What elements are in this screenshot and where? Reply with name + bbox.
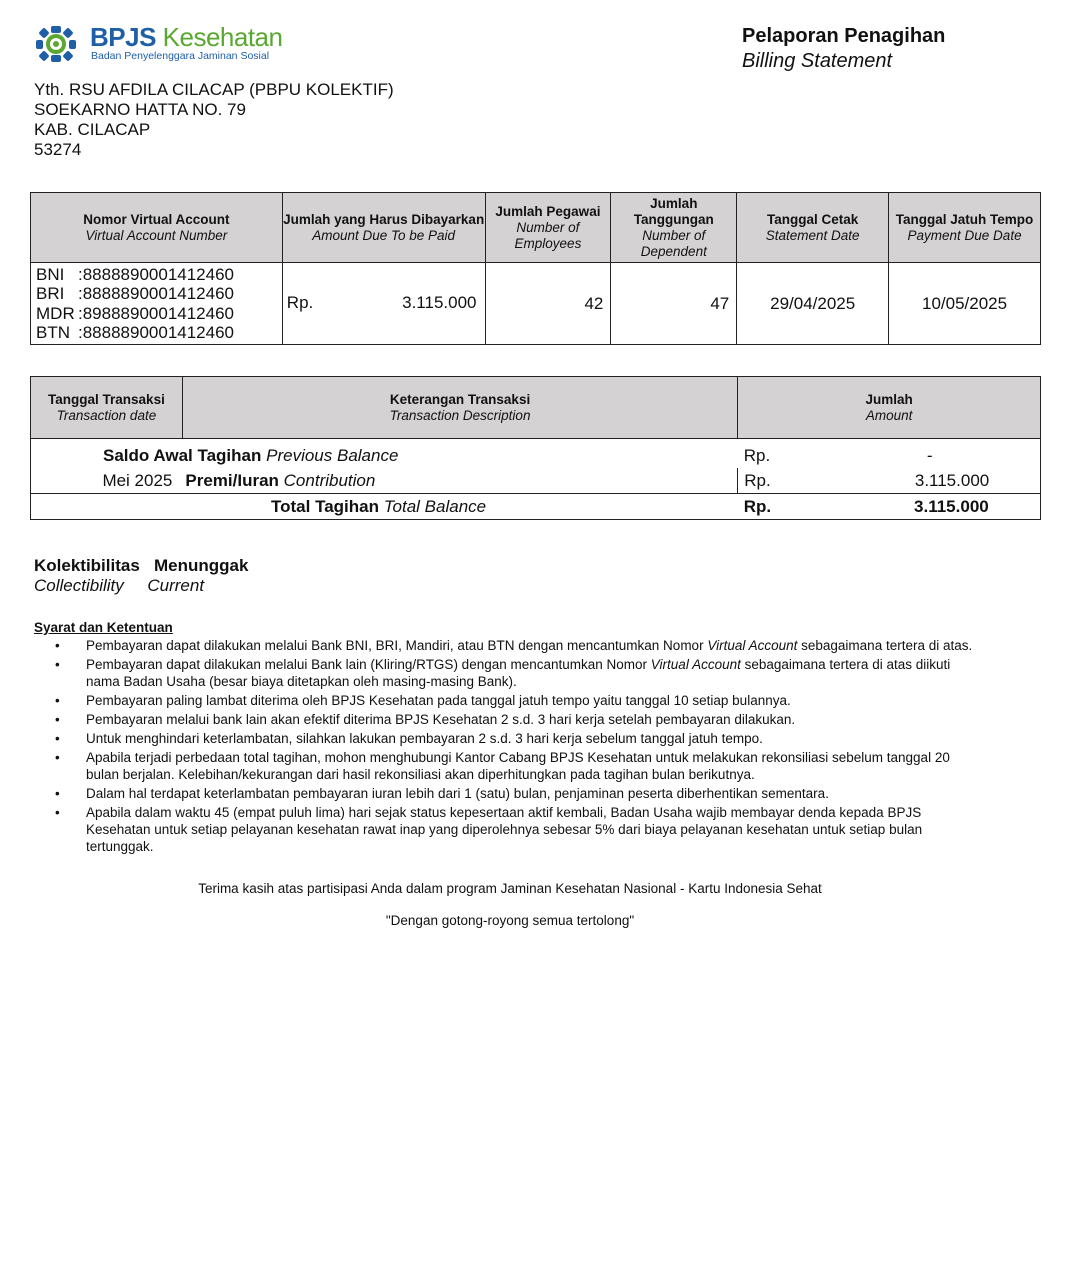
header-employees: Jumlah Pegawai Number of Employees — [485, 193, 611, 263]
recipient-city: KAB. CILACAP — [34, 120, 151, 139]
transaction-amount: Rp. 3.115.000 — [738, 468, 1041, 494]
amount-due-cell — [282, 263, 485, 345]
terms-item: • Dalam hal terdapat keterlambatan pembayaran iuran lebih dari 1 (satu) bulan, penjaminan peserta diberhentikan sementara. — [34, 785, 984, 802]
collectibility-value-en: Current — [147, 576, 205, 595]
terms-item: • Apabila terjadi perbedaan total tagihan, mohon menghubungi Kantor Cabang BPJS Kesehatan untuk melakukan rekonsiliasi sebelum tanggal 20 bulan berjalan. Kelebihan/kekurangan dari hasil rekonsiliasi akan diperhitungkan pada tagihan bulan berikutnya. — [34, 749, 984, 783]
terms-item: • Pembayaran dapat dilakukan melalui Bank lain (Kliring/RTGS) dengan mencantumkan Nomor Virtual Account sebagaimana tertera di atas diikuti nama Badan Usaha (besar biaya ditetapkan oleh masing-masing Bank). — [34, 656, 984, 690]
bpjs-logo — [34, 24, 294, 64]
thanks-note: Terima kasih atas partisipasi Anda dalam program Jaminan Kesehatan Nasional - Kartu Indonesia Sehat — [198, 881, 822, 896]
bpjs-emblem-icon — [34, 24, 78, 64]
recipient-address — [34, 80, 394, 160]
dependents-count: 47 — [611, 263, 737, 345]
va-row-bni: BNI :8888890001412460 — [36, 264, 234, 284]
header-transaction-date: Tanggal Transaksi Transaction date — [31, 377, 183, 439]
recipient-postcode: 53274 — [34, 140, 82, 159]
collectibility-value: Menunggak — [153, 556, 249, 575]
terms-item: • Pembayaran melalui bank lain akan efektif diterima BPJS Kesehatan 2 s.d. 3 hari kerja setelah pembayaran dilakukan. — [34, 711, 984, 728]
transaction-table — [30, 376, 1041, 520]
collectibility-block — [34, 556, 248, 596]
transaction-total-row — [31, 494, 1041, 520]
amount-due-currency: Rp. — [286, 293, 314, 312]
header-virtual-account: Nomor Virtual Account Virtual Account Number — [31, 193, 283, 263]
transaction-description: Premi/Iuran Contribution — [182, 468, 737, 494]
document-subtitle: Billing Statement — [742, 50, 893, 72]
recipient-street: SOEKARNO HATTA NO. 79 — [34, 100, 246, 119]
transaction-description: Saldo Awal Tagihan Previous Balance — [31, 439, 738, 469]
collectibility-label: Kolektibilitas — [34, 556, 140, 575]
document-title: Pelaporan Penagihan — [742, 25, 946, 47]
virtual-account-list — [31, 263, 283, 345]
transaction-row-contribution — [31, 468, 1041, 494]
transaction-amount: Rp. - — [738, 439, 1041, 469]
amount-due-value: 3.115.000 — [402, 293, 477, 312]
motto: "Dengan gotong-royong semua tertolong" — [385, 913, 635, 928]
header-amount-due: Jumlah yang Harus Dibayarkan Amount Due To be Paid — [282, 193, 485, 263]
brand-subtitle: Badan Penyelenggara Jaminan Sosial — [91, 50, 270, 62]
header-amount: Jumlah Amount — [738, 377, 1041, 439]
total-amount: Rp. 3.115.000 — [738, 494, 1041, 520]
transaction-date: Mei 2025 — [31, 468, 183, 494]
billing-summary-table — [30, 192, 1041, 345]
statement-date: 29/04/2025 — [737, 263, 889, 345]
employees-count: 42 — [485, 263, 611, 345]
terms-item: • Apabila dalam waktu 45 (empat puluh lima) hari sejak status kepesertaan aktif kembali, Badan Usaha wajib membayar denda kepada BPJS Kesehatan untuk setiap pelayanan kesehatan rawat inap yang diperolehnya sebesar 5% dari biaya pelayanan kesehatan untuk setiap bulan tertunggak. — [34, 804, 984, 855]
va-row-mdr: MDR :8988890001412460 — [36, 303, 234, 323]
va-row-bri: BRI :8888890001412460 — [36, 284, 234, 303]
recipient-name: Yth. RSU AFDILA CILACAP (PBPU KOLEKTIF) — [34, 80, 394, 99]
header-due-date: Tanggal Jatuh Tempo Payment Due Date — [889, 193, 1041, 263]
header-statement-date: Tanggal Cetak Statement Date — [737, 193, 889, 263]
header-dependents: Jumlah Tanggungan Number of Dependent — [611, 193, 737, 263]
terms-title: Syarat dan Ketentuan — [34, 620, 173, 635]
terms-item: • Untuk menghindari keterlambatan, silahkan lakukan pembayaran 2 s.d. 3 hari kerja sebelum tanggal jatuh tempo. — [34, 730, 984, 747]
terms-list — [34, 637, 984, 857]
collectibility-label-en: Collectibility — [34, 576, 124, 595]
brand-name: BPJS Kesehatan — [90, 22, 283, 52]
terms-item: • Pembayaran paling lambat diterima oleh BPJS Kesehatan pada tanggal jatuh tempo yaitu tanggal 10 setiap bulannya. — [34, 692, 984, 709]
total-label: Total Tagihan Total Balance — [31, 494, 738, 520]
due-date: 10/05/2025 — [889, 263, 1041, 345]
va-row-btn: BTN :8888890001412460 — [36, 323, 234, 342]
header-transaction-description: Keterangan Transaksi Transaction Description — [182, 377, 737, 439]
terms-item: • Pembayaran dapat dilakukan melalui Bank BNI, BRI, Mandiri, atau BTN dengan mencantumkan Nomor Virtual Account sebagaimana tertera di atas. — [34, 637, 984, 654]
transaction-row-previous-balance — [31, 439, 1041, 469]
